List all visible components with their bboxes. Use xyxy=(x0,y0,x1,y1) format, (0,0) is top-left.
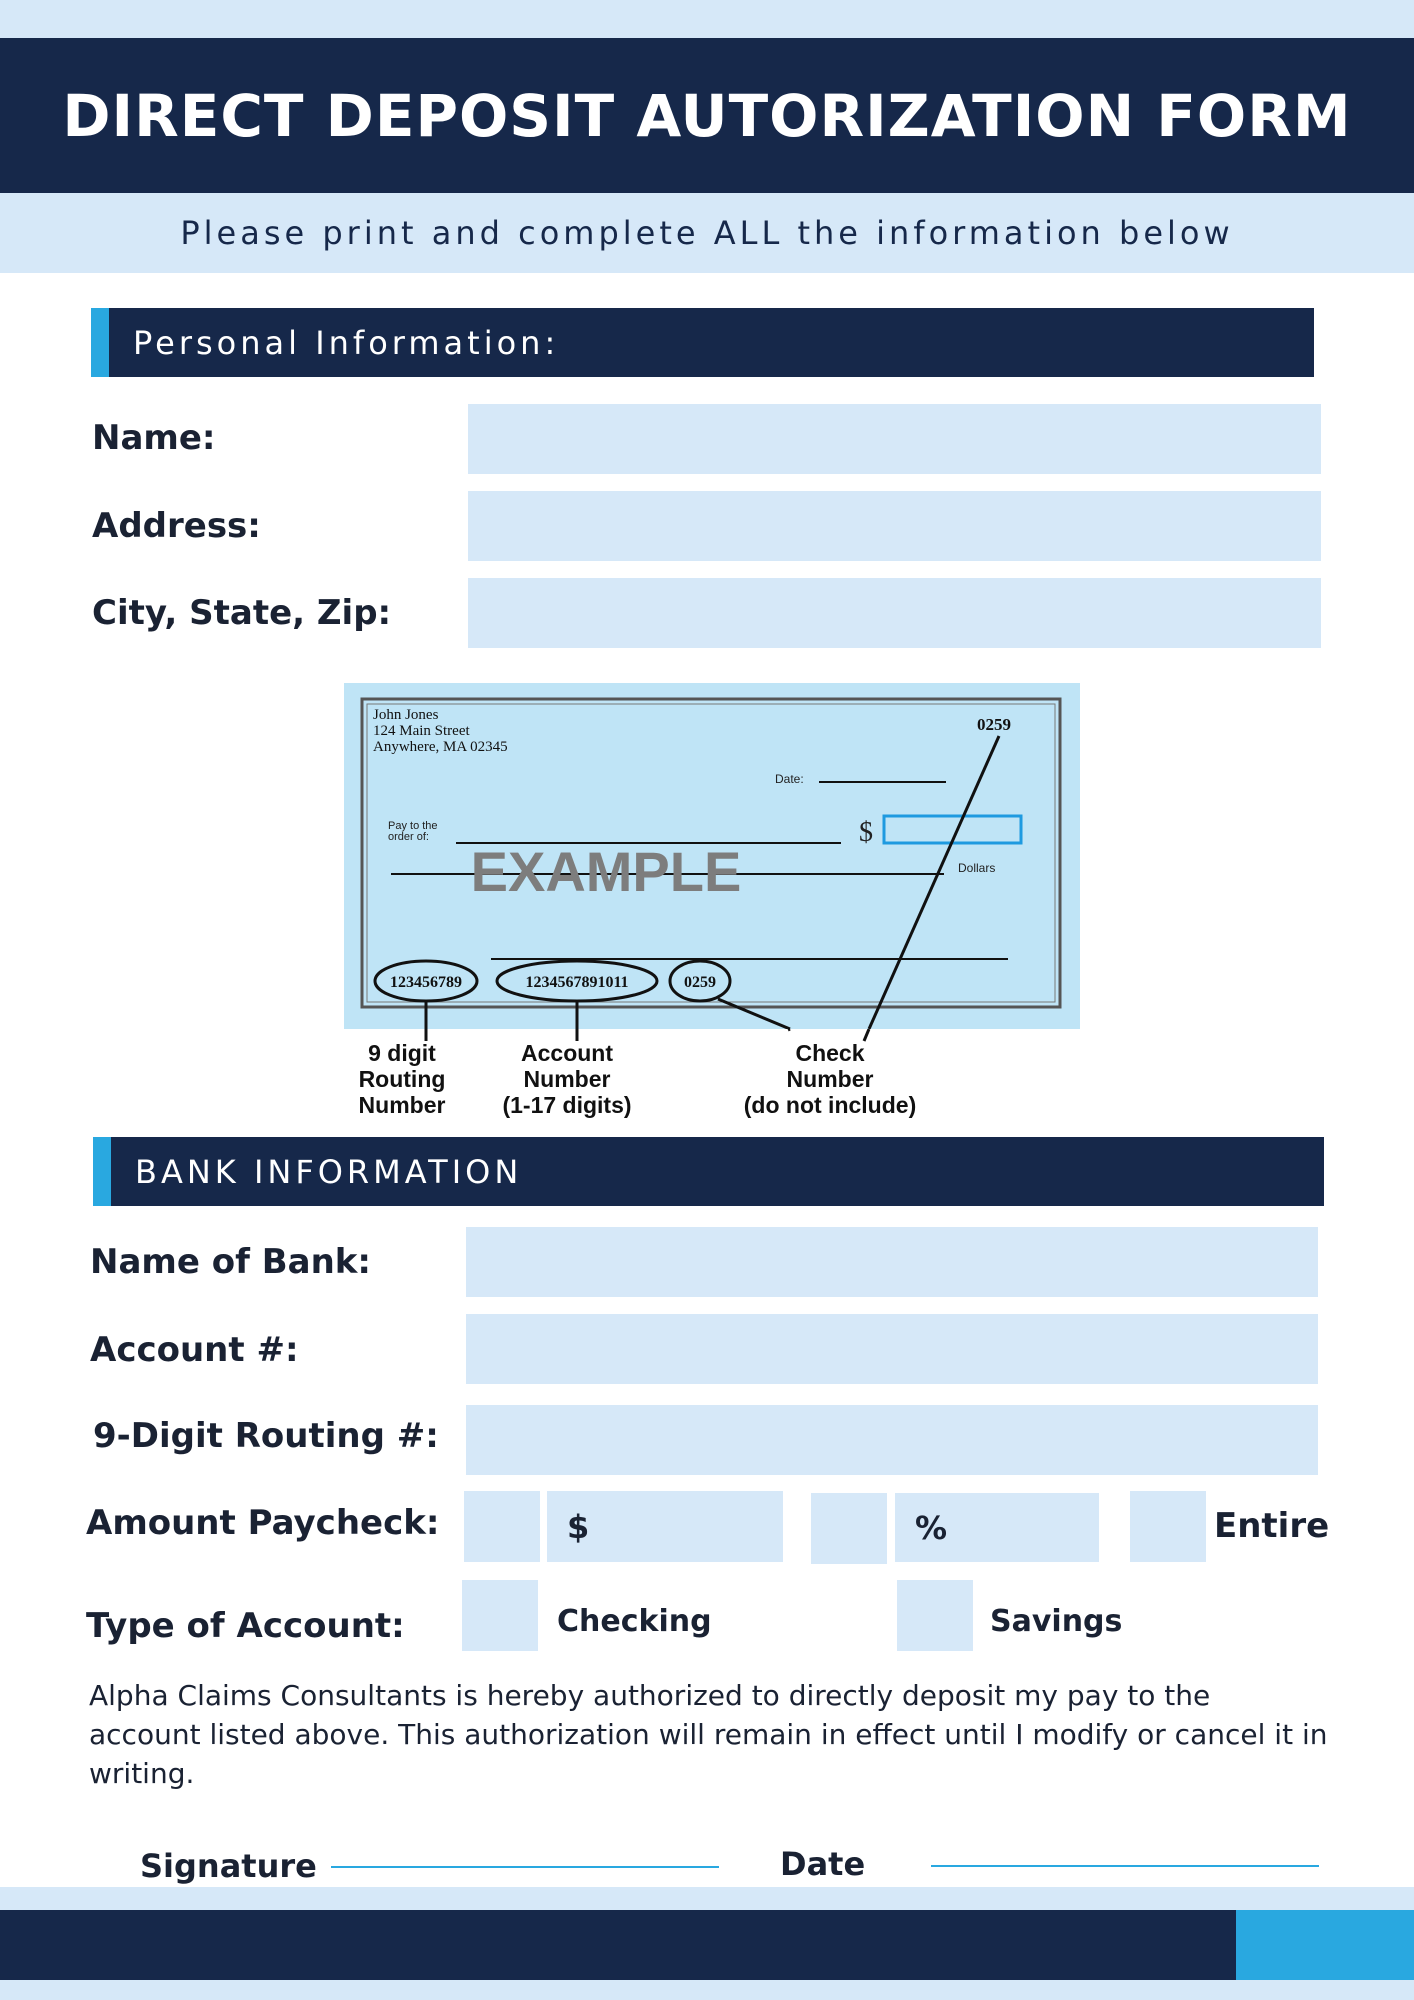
check-number-caption: Check Number (do not include) xyxy=(743,1040,917,1118)
personal-info-heading-text: Personal Information: xyxy=(133,323,560,362)
example-check-svg xyxy=(344,683,1080,1029)
heading-accent xyxy=(91,308,109,377)
check-dollar-sign: $ xyxy=(859,817,873,848)
amount-dollar-checkbox[interactable] xyxy=(464,1491,540,1562)
account-caption: Account Number (1-17 digits) xyxy=(502,1040,632,1118)
check-number-top: 0259 xyxy=(977,715,1011,734)
address-input[interactable] xyxy=(468,491,1321,561)
name-label: Name: xyxy=(92,418,216,458)
footer-bar xyxy=(0,1910,1236,1980)
title-bar xyxy=(0,38,1414,193)
check-owner-name: John Jones xyxy=(373,707,439,723)
amount-percent-field[interactable] xyxy=(895,1493,1099,1562)
amount-entire-checkbox[interactable] xyxy=(1130,1491,1206,1562)
account-example-number: 1234567891011 xyxy=(525,974,629,991)
entire-label: Entire xyxy=(1214,1506,1330,1546)
check-owner-street: 124 Main Street xyxy=(373,723,470,739)
top-band xyxy=(0,0,1414,38)
checking-checkbox[interactable] xyxy=(462,1580,538,1651)
top-check-number-pointer-line xyxy=(869,736,999,1029)
footer-accent xyxy=(1236,1910,1414,1980)
savings-label: Savings xyxy=(990,1604,1123,1639)
dollar-symbol: $ xyxy=(567,1507,590,1546)
bank-name-input[interactable] xyxy=(466,1227,1318,1297)
authorization-text: Alpha Claims Consultants is hereby authorized to directly deposit my pay to the account listed above. This authorization will remain in effect until I modify or cancel it in writing. xyxy=(89,1679,1328,1790)
routing-example-number: 123456789 xyxy=(390,974,462,991)
instructions-band xyxy=(0,193,1414,273)
city-state-zip-label: City, State, Zip: xyxy=(92,593,392,633)
routing-number-label: 9-Digit Routing #: xyxy=(93,1416,439,1456)
check-owner-city: Anywhere, MA 02345 xyxy=(373,739,508,755)
check-payto-label-1: Pay to the xyxy=(388,820,438,832)
heading-accent xyxy=(93,1137,111,1206)
personal-info-heading xyxy=(91,308,1314,377)
form-title: DIRECT DEPOSIT AUTORIZATION FORM xyxy=(62,81,1352,150)
check-dollars-label: Dollars xyxy=(958,861,996,875)
account-number-label: Account #: xyxy=(90,1330,299,1370)
checking-label: Checking xyxy=(557,1604,712,1639)
signature-line[interactable] xyxy=(331,1866,719,1868)
bottom-band-light xyxy=(0,1887,1414,1910)
savings-checkbox[interactable] xyxy=(897,1580,973,1651)
signature-label: Signature xyxy=(140,1847,317,1885)
routing-caption: 9 digit Routing Number xyxy=(358,1040,446,1118)
account-type-label: Type of Account: xyxy=(86,1606,405,1646)
bank-info-heading-text: BANK INFORMATION xyxy=(135,1152,523,1191)
percent-symbol: % xyxy=(915,1508,948,1547)
example-check-image xyxy=(344,683,1080,1029)
date-line[interactable] xyxy=(931,1865,1319,1867)
amount-paycheck-label: Amount Paycheck: xyxy=(86,1503,440,1543)
amount-percent-checkbox[interactable] xyxy=(811,1493,887,1564)
check-number-pointer-extension xyxy=(788,1029,790,1030)
routing-number-input[interactable] xyxy=(466,1405,1318,1475)
check-number-pointer-line xyxy=(718,999,790,1029)
account-number-input[interactable] xyxy=(466,1314,1318,1384)
amount-dollar-field[interactable] xyxy=(547,1491,783,1562)
name-input[interactable] xyxy=(468,404,1321,474)
address-label: Address: xyxy=(92,506,261,546)
bank-name-label: Name of Bank: xyxy=(90,1242,371,1282)
date-label: Date xyxy=(780,1845,866,1883)
check-number-example: 0259 xyxy=(684,974,716,991)
check-date-label: Date: xyxy=(775,772,804,786)
check-payto-label-2: order of: xyxy=(388,831,429,843)
instructions-text: Please print and complete ALL the information below xyxy=(180,214,1234,252)
bank-info-heading xyxy=(93,1137,1324,1206)
check-watermark: EXAMPLE xyxy=(470,840,742,903)
city-state-zip-input[interactable] xyxy=(468,578,1321,648)
bottom-band-edge xyxy=(0,1980,1414,2000)
